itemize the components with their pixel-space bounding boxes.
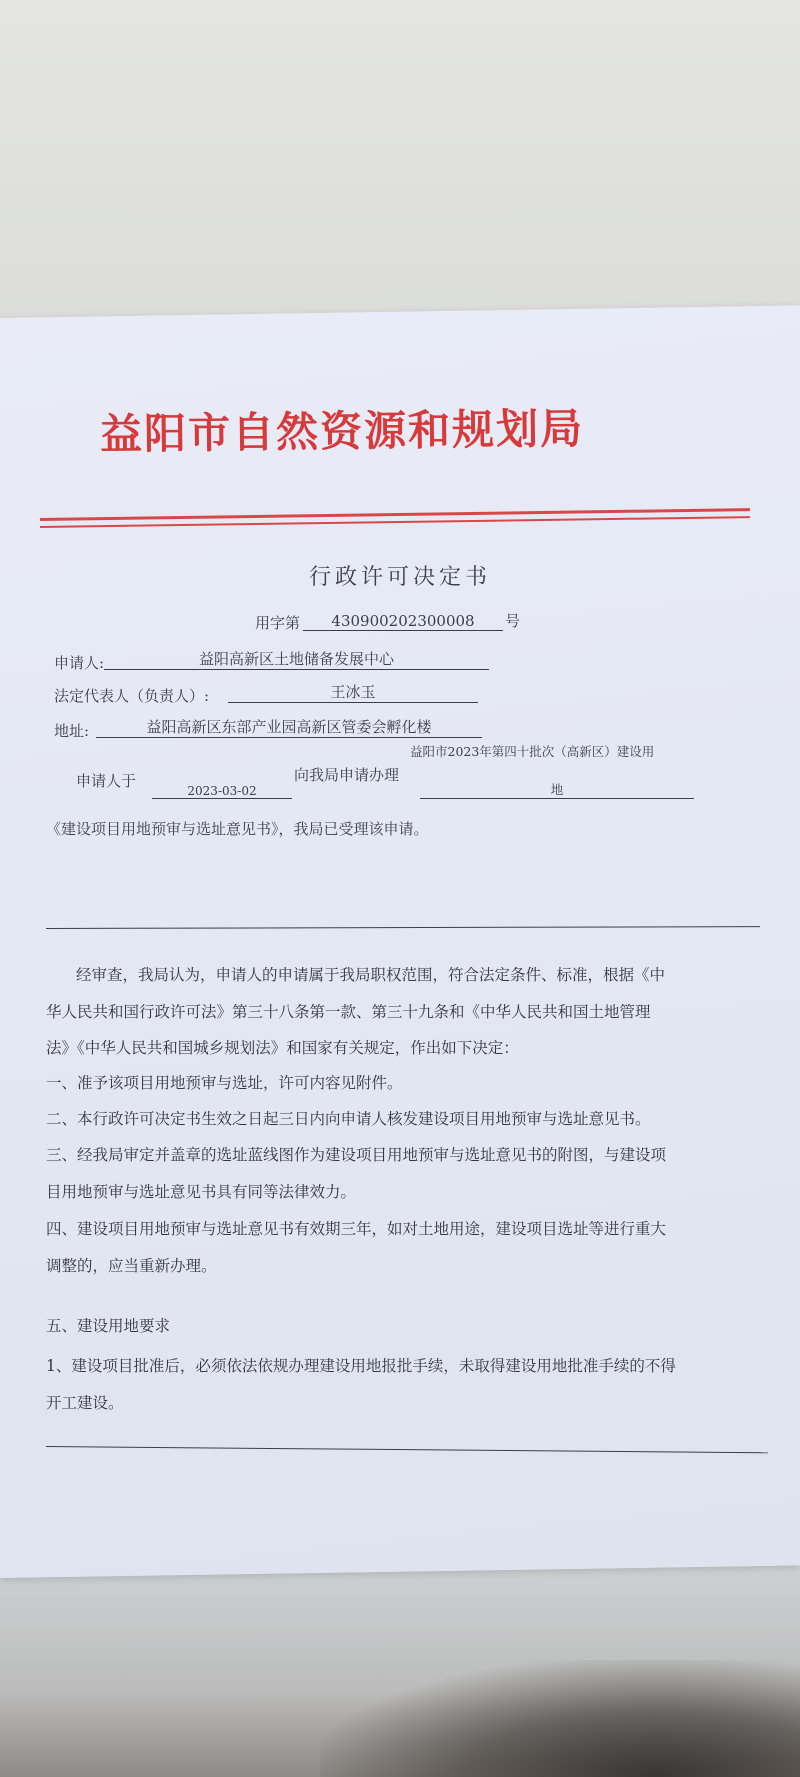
- application-closing: 《建设项目用地预审与选址意见书》，我局已受理该申请。: [46, 820, 429, 838]
- decision-item-5-title: 五、建设用地要求: [46, 1317, 171, 1335]
- project-name-line2: 地: [420, 780, 694, 799]
- agency-letterhead: 益阳市自然资源和规划局: [99, 403, 585, 459]
- decision-item-1: 一、准予该项目用地预审与选址，许可内容见附件。: [46, 1074, 403, 1092]
- applicant-value: 益阳高新区土地储备发展中心: [104, 648, 489, 670]
- doc-number-value: 430900202300008: [303, 612, 503, 631]
- document-title: 行政许可决定书: [308, 565, 491, 590]
- decision-item-5-1-line1: 1、建设项目批准后，必须依法依规办理建设用地报批手续，未取得建设用地批准手续的不得: [46, 1357, 676, 1375]
- document-paper: [0, 305, 800, 1578]
- decision-item-3-line2: 目用地预审与选址意见书具有同等法律效力。: [46, 1183, 357, 1201]
- decision-item-4-line2: 调整的，应当重新办理。: [46, 1257, 217, 1275]
- decision-item-5-1-line2: 开工建设。: [46, 1394, 124, 1412]
- application-prefix: 申请人于: [76, 772, 137, 790]
- legal-rep-label: 法定代表人（负责人）:: [54, 687, 210, 705]
- decision-para1-line3: 法》《中华人民共和国城乡规划法》和国家有关规定，作出如下决定：: [46, 1039, 519, 1057]
- applicant-label: 申请人:: [54, 654, 105, 672]
- project-name-line1: 益阳市2023年第四十批次（高新区）建设用: [410, 744, 655, 759]
- decision-para1-line2: 华人民共和国行政许可法》第三十八条第一款、第三十九条和《中华人民共和国土地管理: [46, 1003, 651, 1021]
- legal-rep-value: 王冰玉: [228, 681, 478, 703]
- address-label: 地址:: [54, 722, 90, 740]
- application-date: 2023-03-02: [152, 784, 292, 799]
- decision-item-2: 二、本行政许可决定书生效之日起三日内向申请人核发建设项目用地预审与选址意见书。: [46, 1110, 651, 1128]
- decision-para1-line1: 经审查，我局认为，申请人的申请属于我局职权范围，符合法定条件、标准，根据《中: [76, 966, 666, 984]
- doc-number-suffix: 号: [505, 612, 521, 630]
- decision-item-3-line1: 三、经我局审定并盖章的选址蓝线图作为建设项目用地预审与选址意见书的附图，与建设项: [46, 1146, 667, 1164]
- doc-number-prefix: 用字第: [255, 614, 301, 632]
- background-shadow: [320, 1660, 800, 1777]
- address-value: 益阳高新区东部产业园高新区管委会孵化楼: [96, 716, 482, 738]
- decision-item-4-line1: 四、建设项目用地预审与选址意见书有效期三年，如对土地用途，建设项目选址等进行重大: [46, 1220, 667, 1238]
- application-middle: 向我局申请办理: [294, 766, 400, 784]
